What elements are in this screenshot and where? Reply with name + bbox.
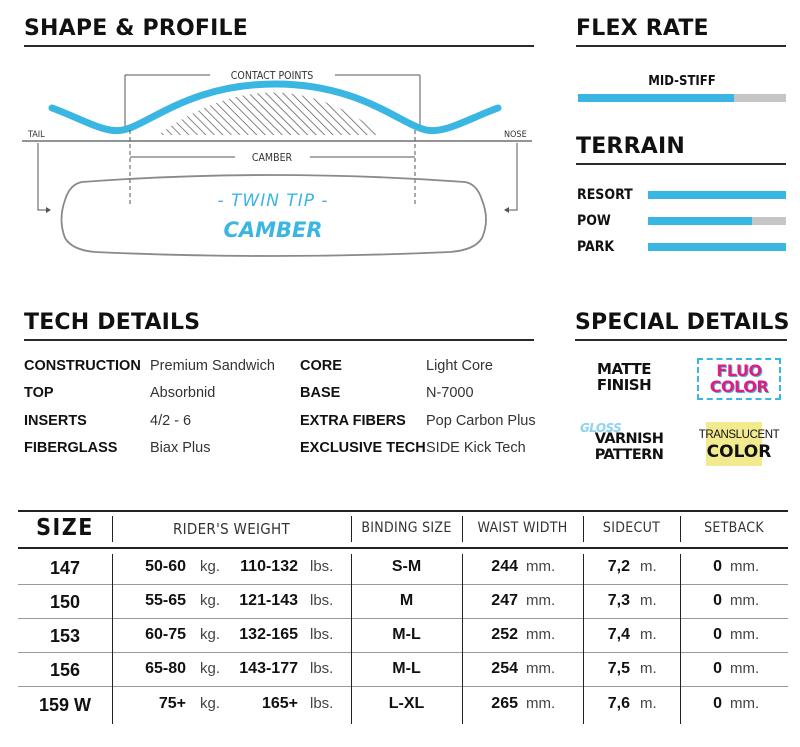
profile-type-label: CAMBER	[223, 218, 323, 242]
tech-value: Absorbnid	[150, 385, 216, 401]
tech-value: N-7000	[426, 385, 474, 401]
flex-rate-bar	[578, 94, 786, 102]
tech-value: SIDE Kick Tech	[426, 440, 526, 456]
special-details-rule	[575, 339, 787, 341]
terrain-pow-bar	[648, 217, 786, 225]
setback-cell: 0	[713, 558, 722, 575]
flex-rate-label: MID-STIFF	[648, 74, 716, 89]
gloss-script: GLOSS	[580, 421, 622, 435]
setback-unit: mm.	[730, 592, 760, 609]
tech-key: CORE	[300, 358, 342, 374]
kg-unit: kg.	[200, 660, 221, 677]
waist-cell: 244	[491, 558, 518, 575]
fluo-line-2: COLOR	[709, 377, 769, 396]
tech-value: Pop Carbon Plus	[426, 413, 536, 429]
tail-arrow	[38, 143, 48, 210]
fluo-color-badge	[697, 358, 781, 400]
kg-cell: 75+	[158, 695, 186, 712]
row-sep	[18, 618, 788, 619]
tech-key: BASE	[300, 385, 341, 401]
camber-bracket-label: CAMBER	[251, 152, 293, 164]
kg-unit: kg.	[200, 626, 221, 643]
header-setback: SETBACK	[704, 520, 764, 536]
size-cell: 159 W	[38, 695, 92, 715]
tech-value: Premium Sandwich	[150, 358, 275, 374]
sidecut-unit: m.	[640, 592, 657, 609]
tech-value: 4/2 - 6	[150, 413, 192, 429]
special-details-title: SPECIAL DETAILS	[575, 310, 790, 335]
terrain-fill	[648, 217, 752, 225]
row-sep	[18, 652, 788, 653]
tech-key: EXTRA FIBERS	[300, 413, 406, 429]
size-cell: 156	[49, 660, 81, 680]
row-sep	[18, 584, 788, 585]
sidecut-unit: m.	[640, 558, 657, 575]
shape-profile-diagram	[20, 60, 535, 260]
terrain-rule	[576, 163, 786, 165]
flex-rate-title: FLEX RATE	[576, 16, 709, 41]
lbs-cell: 132-165	[239, 626, 298, 643]
binding-cell: L-XL	[388, 695, 425, 712]
sidecut-cell: 7,6	[607, 695, 630, 712]
lbs-cell: 110-132	[240, 558, 298, 575]
size-cell: 153	[49, 626, 81, 646]
waist-cell: 265	[491, 695, 518, 712]
setback-cell: 0	[713, 695, 722, 712]
header-waist: WAIST WIDTH	[477, 520, 568, 536]
kg-cell: 65-80	[145, 660, 186, 677]
waist-cell: 247	[491, 592, 518, 609]
tail-label: TAIL	[28, 130, 45, 140]
kg-cell: 55-65	[145, 592, 186, 609]
sidecut-unit: m.	[640, 695, 657, 712]
setback-unit: mm.	[730, 626, 760, 643]
table-header-rule	[18, 547, 788, 549]
lbs-unit: lbs.	[310, 660, 334, 677]
matte-line-2: FINISH	[596, 376, 652, 394]
lbs-unit: lbs.	[310, 592, 334, 609]
waist-unit: mm.	[526, 695, 556, 712]
lbs-unit: lbs.	[310, 558, 334, 575]
tech-key: EXCLUSIVE TECH	[300, 440, 426, 456]
waist-cell: 252	[491, 626, 518, 643]
contact-points-label: CONTACT POINTS	[230, 70, 314, 82]
row-sep	[18, 686, 788, 687]
lbs-cell: 165+	[261, 695, 298, 712]
tech-value: Biax Plus	[150, 440, 211, 456]
header-sidecut: SIDECUT	[602, 520, 661, 536]
header-binding: BINDING SIZE	[361, 520, 452, 536]
waist-unit: mm.	[526, 558, 556, 575]
header-weight: RIDER'S WEIGHT	[172, 520, 291, 538]
terrain-title: TERRAIN	[576, 134, 685, 159]
setback-cell: 0	[713, 626, 722, 643]
tech-key: CONSTRUCTION	[24, 358, 141, 374]
terrain-resort-label: RESORT	[577, 187, 633, 203]
shape-profile-title: SHAPE & PROFILE	[24, 16, 248, 41]
table-top-rule	[18, 510, 788, 512]
waist-cell: 254	[491, 660, 518, 677]
kg-unit: kg.	[200, 558, 221, 575]
setback-unit: mm.	[730, 558, 760, 575]
sidecut-unit: m.	[640, 626, 657, 643]
translucent-color-line: COLOR	[706, 441, 772, 462]
kg-unit: kg.	[200, 592, 221, 609]
sidecut-cell: 7,3	[607, 592, 630, 609]
size-cell: 147	[49, 558, 81, 578]
tech-key: FIBERGLASS	[24, 440, 118, 456]
setback-cell: 0	[713, 592, 722, 609]
board-outline	[62, 175, 487, 256]
terrain-fill	[648, 191, 786, 199]
waist-unit: mm.	[526, 626, 556, 643]
sidecut-cell: 7,5	[607, 660, 630, 677]
setback-unit: mm.	[730, 695, 760, 712]
fluo-line-1: FLUO	[716, 361, 762, 380]
flex-rate-fill	[578, 94, 734, 102]
size-cell: 150	[49, 592, 81, 612]
translucent-line: TRANSLUCENT	[698, 429, 780, 441]
nose-arrow	[507, 143, 517, 210]
terrain-park-label: PARK	[577, 239, 615, 255]
lbs-unit: lbs.	[310, 626, 334, 643]
setback-unit: mm.	[730, 660, 760, 677]
tech-key: INSERTS	[24, 413, 87, 429]
lbs-cell: 121-143	[239, 592, 298, 609]
waist-unit: mm.	[526, 592, 556, 609]
header-size: SIZE	[36, 515, 94, 541]
tech-details-title: TECH DETAILS	[24, 310, 201, 335]
varnish-pattern-badge	[580, 421, 676, 463]
lbs-cell: 143-177	[239, 660, 298, 677]
setback-cell: 0	[713, 660, 722, 677]
col-sep	[583, 554, 584, 724]
pattern-line: PATTERN	[594, 446, 664, 463]
binding-cell: S-M	[391, 558, 422, 575]
sidecut-cell: 7,4	[607, 626, 630, 643]
col-sep	[680, 554, 681, 724]
varnish-line: VARNISH	[594, 431, 664, 447]
terrain-park-bar	[648, 243, 786, 251]
sidecut-unit: m.	[640, 660, 657, 677]
kg-unit: kg.	[200, 695, 221, 712]
sidecut-cell: 7,2	[607, 558, 630, 575]
matte-finish-badge	[584, 362, 664, 393]
flex-rate-rule	[576, 45, 786, 47]
shape-profile-rule	[24, 45, 534, 47]
waist-unit: mm.	[526, 660, 556, 677]
tech-details-rule	[24, 339, 534, 341]
translucent-color-badge	[698, 420, 780, 466]
terrain-resort-bar	[648, 191, 786, 199]
binding-cell: M-L	[392, 626, 421, 643]
kg-cell: 60-75	[145, 626, 186, 643]
terrain-fill	[648, 243, 786, 251]
lbs-unit: lbs.	[310, 695, 334, 712]
matte-line-1: MATTE	[597, 360, 651, 378]
shape-type-label: - TWIN TIP -	[217, 191, 329, 211]
binding-cell: M-L	[392, 660, 421, 677]
tech-key: TOP	[24, 385, 54, 401]
kg-cell: 50-60	[145, 558, 186, 575]
binding-cell: M	[399, 592, 414, 609]
nose-label: NOSE	[504, 130, 527, 140]
col-sep	[112, 554, 113, 724]
col-sep	[462, 554, 463, 724]
tech-value: Light Core	[426, 358, 493, 374]
terrain-pow-label: POW	[577, 213, 611, 229]
